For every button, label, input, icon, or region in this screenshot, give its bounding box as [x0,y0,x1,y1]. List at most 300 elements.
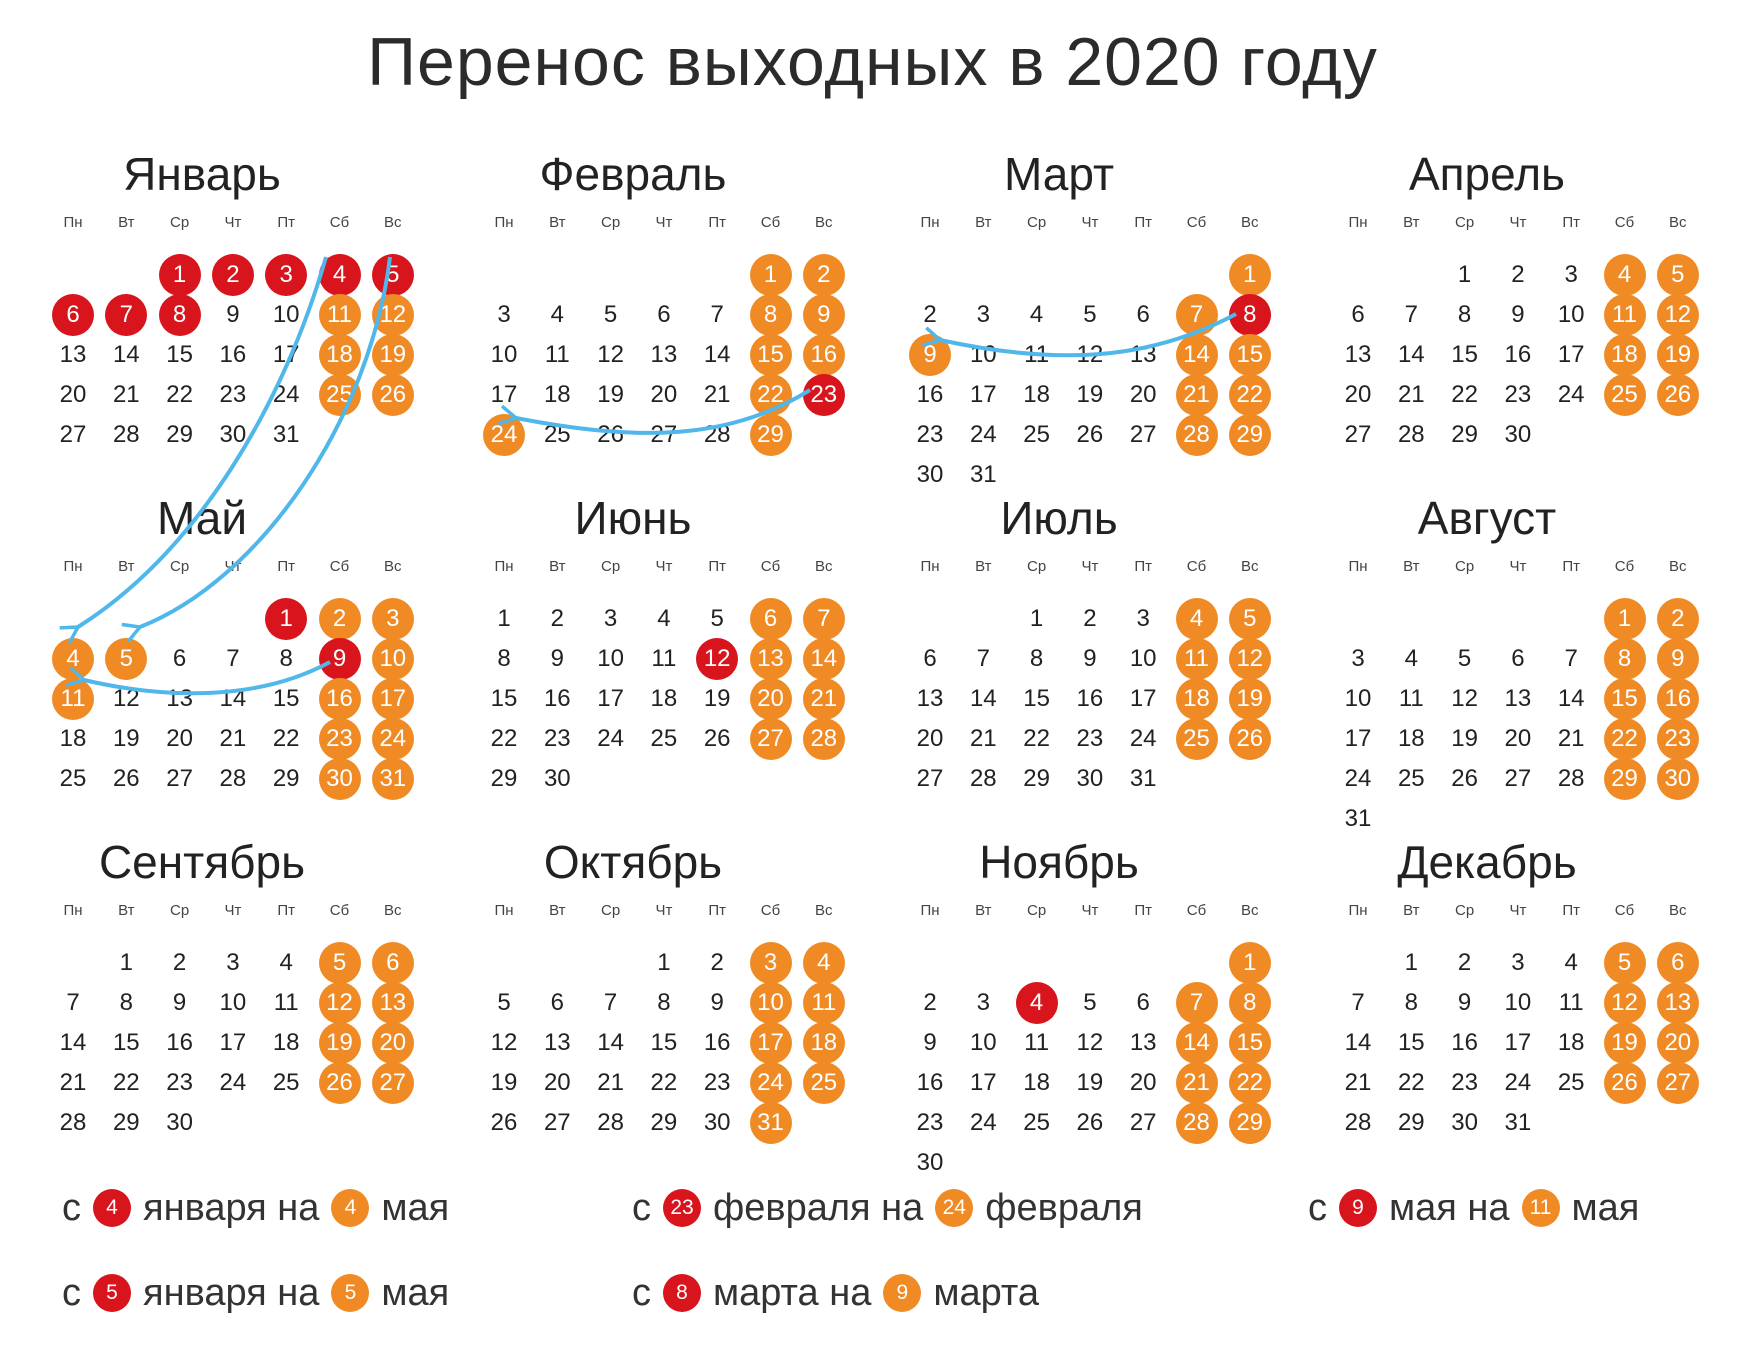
legend-from-text: января на [143,1186,320,1229]
day-cell: 26 [490,1109,518,1136]
day-cell: 8 [497,645,511,672]
weekend-day-cell: 6 [372,942,414,984]
day-cell: 30 [1504,421,1532,448]
day-cell: 11 [1024,1029,1050,1056]
weekday-label: Сб [760,902,781,919]
legend-from-text: марта на [713,1271,872,1314]
weekend-day-cell: 12 [1229,638,1271,680]
day-cell: 24 [969,421,997,448]
weekday-label: Вт [549,558,566,575]
day-cell: 22 [490,725,518,752]
weekend-day-cell: 27 [750,718,792,760]
legend-from-day-badge: 23 [663,1189,701,1227]
day-cell: 30 [916,1149,944,1176]
day-cell: 25 [272,1069,300,1096]
month-name: Декабрь [1397,836,1577,888]
weekend-day-cell: 21 [1176,1062,1218,1104]
day-cell: 30 [916,461,944,488]
day-cell: 7 [1351,989,1365,1016]
day-cell: 28 [597,1109,624,1136]
day-cell: 27 [1129,1109,1157,1136]
day-cell: 7 [66,989,80,1016]
day-cell: 18 [272,1029,300,1056]
day-cell: 15 [1397,1029,1425,1056]
day-cell: 8 [1029,645,1044,672]
day-cell: 30 [703,1109,731,1136]
day-cell: 27 [650,421,678,448]
month-name: Апрель [1408,148,1566,200]
day-cell: 21 [969,725,997,752]
weekday-label: Чт [1081,558,1099,575]
weekend-day-cell: 11 [1176,638,1218,680]
day-cell: 1 [1404,949,1418,976]
holiday-day-cell: 1 [265,598,307,640]
weekday-label: Чт [1081,214,1099,231]
day-cell: 12 [112,685,140,712]
day-cell: 6 [1136,301,1150,328]
day-cell: 17 [597,685,624,712]
weekend-day-cell: 26 [1229,718,1271,760]
weekend-day-cell: 28 [1176,1102,1218,1144]
weekend-day-cell: 19 [319,1022,361,1064]
holiday-day-cell: 5 [372,254,414,296]
day-cell: 1 [657,949,671,976]
day-cell: 24 [969,1109,997,1136]
day-cell: 20 [543,1069,571,1096]
weekday-label: Вс [384,558,402,575]
legend-prefix: с [632,1271,651,1314]
day-cell: 9 [550,645,564,672]
day-cell: 1 [1457,261,1472,288]
weekday-label: Вс [1669,214,1687,231]
day-cell: 3 [976,989,990,1016]
month-2 [483,148,863,478]
day-cell: 12 [597,341,624,368]
weekday-label: Пн [494,214,514,231]
day-cell: 26 [1451,765,1478,792]
legend-to-day-badge: 11 [1522,1189,1560,1227]
day-cell: 23 [1076,725,1104,752]
day-cell: 12 [1076,1029,1104,1056]
weekend-day-cell: 29 [1229,1102,1271,1144]
weekend-day-cell: 17 [372,678,414,720]
weekend-day-cell: 22 [1229,374,1271,416]
weekday-label: Пт [1134,214,1153,231]
weekend-day-cell: 3 [372,598,414,640]
day-cell: 21 [703,381,731,408]
weekend-day-cell: 22 [1229,1062,1271,1104]
day-cell: 4 [1029,301,1044,328]
legend-from-day-badge: 4 [93,1189,131,1227]
weekend-day-cell: 29 [1229,414,1271,456]
holiday-day-cell: 1 [159,254,201,296]
weekend-day-cell: 27 [372,1062,414,1104]
legend-from-day-badge: 9 [1339,1189,1377,1227]
day-cell: 4 [657,605,671,632]
day-cell: 24 [1504,1069,1532,1096]
weekday-label: Пн [63,558,83,575]
weekend-day-cell: 2 [1657,598,1699,640]
weekend-day-cell: 12 [1657,294,1699,336]
weekend-day-cell: 16 [803,334,845,376]
weekday-label: Чт [655,558,673,575]
day-cell: 3 [226,949,240,976]
day-cell: 9 [172,989,187,1016]
day-cell: 4 [1404,645,1418,672]
day-cell: 20 [1344,381,1372,408]
day-cell: 25 [59,765,87,792]
weekend-day-cell: 29 [750,414,792,456]
day-cell: 5 [1083,989,1097,1016]
weekend-day-cell: 3 [750,942,792,984]
day-cell: 18 [1397,725,1425,752]
day-cell: 24 [597,725,624,752]
day-cell: 10 [1504,989,1532,1016]
legend-to-text: мая [1571,1186,1640,1229]
day-cell: 30 [1451,1109,1478,1136]
day-cell: 12 [490,1029,518,1056]
day-cell: 30 [543,765,571,792]
weekend-day-cell: 5 [1657,254,1699,296]
day-cell: 24 [272,381,300,408]
weekday-label: Ср [170,214,190,231]
day-cell: 23 [219,381,247,408]
weekday-label: Пт [277,902,296,919]
day-cell: 24 [1557,381,1585,408]
day-cell: 16 [1451,1029,1478,1056]
legend-from-text: мая на [1389,1186,1510,1229]
day-cell: 14 [1344,1029,1372,1056]
day-cell: 11 [273,989,299,1016]
holiday-day-cell: 4 [1016,982,1058,1024]
weekday-label: Пн [63,214,83,231]
day-cell: 27 [59,421,87,448]
weekday-label: Пт [277,558,296,575]
holiday-day-cell: 2 [212,254,254,296]
weekday-label: Чт [655,902,673,919]
weekend-day-cell: 9 [909,334,951,376]
weekend-day-cell: 22 [1604,718,1646,760]
day-cell: 21 [1397,381,1425,408]
day-cell: 22 [166,381,193,408]
month-4 [1337,148,1717,478]
day-cell: 8 [657,989,671,1016]
weekend-day-cell: 6 [1657,942,1699,984]
day-cell: 26 [112,765,140,792]
legend-prefix: с [62,1186,81,1229]
day-cell: 8 [1457,301,1472,328]
day-cell: 30 [166,1109,193,1136]
day-cell: 23 [166,1069,193,1096]
weekend-day-cell: 30 [319,758,361,800]
day-cell: 2 [550,605,564,632]
day-cell: 4 [550,301,564,328]
weekend-day-cell: 7 [803,598,845,640]
day-cell: 20 [650,381,678,408]
day-cell: 28 [1397,421,1425,448]
weekday-label: Сб [1614,214,1635,231]
weekday-label: Пн [63,902,83,919]
weekday-label: Ср [170,558,190,575]
day-cell: 1 [119,949,133,976]
day-cell: 25 [1023,1109,1050,1136]
weekday-label: Пн [494,902,514,919]
weekend-day-cell: 2 [319,598,361,640]
day-cell: 7 [976,645,990,672]
weekend-day-cell: 6 [750,598,792,640]
weekday-label: Ср [601,558,621,575]
legend-from-day-badge: 8 [663,1274,701,1312]
weekend-day-cell: 9 [803,294,845,336]
day-cell: 20 [916,725,944,752]
weekend-day-cell: 7 [1176,982,1218,1024]
weekday-label: Вс [1241,214,1259,231]
weekday-label: Ср [1027,214,1047,231]
day-cell: 12 [1076,341,1104,368]
legend-from-text: февраля на [713,1186,924,1229]
weekend-day-cell: 4 [1604,254,1646,296]
day-cell: 11 [651,645,677,672]
month-7 [909,492,1289,822]
day-cell: 16 [166,1029,193,1056]
weekend-day-cell: 5 [1229,598,1271,640]
weekday-label: Пт [708,902,727,919]
weekday-label: Пн [1348,902,1368,919]
weekday-label: Ср [1027,902,1047,919]
day-cell: 27 [1344,421,1372,448]
weekday-label: Пт [1134,902,1153,919]
month-5 [52,492,432,822]
weekend-day-cell: 8 [750,294,792,336]
day-cell: 10 [272,301,300,328]
day-cell: 4 [1564,949,1578,976]
weekday-label: Вт [975,902,992,919]
day-cell: 11 [1398,685,1424,712]
weekend-day-cell: 10 [372,638,414,680]
day-cell: 25 [1557,1069,1585,1096]
weekday-label: Чт [1509,214,1527,231]
weekday-label: Чт [1509,558,1527,575]
month-name: Март [1003,148,1115,200]
day-cell: 28 [59,1109,87,1136]
day-cell: 16 [1504,341,1532,368]
legend-transfer-4 [62,1268,449,1318]
weekday-label: Сб [760,214,781,231]
day-cell: 24 [1344,765,1372,792]
weekday-label: Пт [1562,558,1581,575]
weekend-day-cell: 21 [803,678,845,720]
day-cell: 28 [703,421,731,448]
weekday-label: Вт [549,214,566,231]
weekday-label: Сб [329,214,350,231]
legend-to-text: мая [381,1271,450,1314]
day-cell: 20 [1129,381,1157,408]
day-cell: 7 [710,301,724,328]
day-cell: 29 [1023,765,1050,792]
month-1 [52,148,432,478]
weekday-label: Ср [1455,902,1475,919]
day-cell: 10 [1344,685,1372,712]
day-cell: 15 [112,1029,140,1056]
weekday-label: Вс [815,558,833,575]
weekend-day-cell: 30 [1657,758,1699,800]
day-cell: 19 [703,685,731,712]
day-cell: 18 [1023,1069,1050,1096]
month-name: Январь [123,148,281,200]
day-cell: 22 [272,725,300,752]
day-cell: 31 [969,461,997,488]
day-cell: 17 [272,341,300,368]
day-cell: 2 [710,949,724,976]
day-cell: 25 [543,421,571,448]
day-cell: 3 [497,301,511,328]
day-cell: 20 [59,381,87,408]
day-cell: 6 [1351,301,1365,328]
weekday-label: Пт [708,214,727,231]
day-cell: 9 [923,1029,937,1056]
day-cell: 28 [219,765,247,792]
weekend-day-cell: 18 [1176,678,1218,720]
holiday-day-cell: 6 [52,294,94,336]
day-cell: 27 [1504,765,1532,792]
page-title: Перенос выходных в 2020 году [367,24,1378,100]
day-cell: 10 [1129,645,1157,672]
day-cell: 9 [1083,645,1097,672]
day-cell: 15 [1451,341,1478,368]
weekend-day-cell: 25 [803,1062,845,1104]
day-cell: 29 [490,765,518,792]
weekend-day-cell: 15 [1604,678,1646,720]
weekend-day-cell: 31 [750,1102,792,1144]
day-cell: 10 [969,341,997,368]
day-cell: 22 [112,1069,140,1096]
weekday-label: Вт [118,902,135,919]
weekend-day-cell: 15 [750,334,792,376]
weekend-day-cell: 28 [1176,414,1218,456]
day-cell: 27 [166,765,193,792]
month-10 [483,836,863,1166]
weekend-day-cell: 20 [750,678,792,720]
weekday-label: Вт [975,214,992,231]
day-cell: 28 [1557,765,1585,792]
day-cell: 9 [1457,989,1472,1016]
weekday-label: Вт [549,902,566,919]
weekday-label: Ср [1455,558,1475,575]
day-cell: 10 [969,1029,997,1056]
day-cell: 6 [1136,989,1150,1016]
weekend-day-cell: 4 [1176,598,1218,640]
day-cell: 6 [923,645,937,672]
day-cell: 2 [172,949,187,976]
weekday-label: Чт [224,214,242,231]
day-cell: 14 [703,341,731,368]
day-cell: 5 [603,301,618,328]
weekend-day-cell: 28 [803,718,845,760]
day-cell: 21 [219,725,247,752]
weekend-day-cell: 19 [372,334,414,376]
day-cell: 10 [597,645,624,672]
day-cell: 8 [279,645,293,672]
day-cell: 29 [272,765,300,792]
weekend-day-cell: 19 [1604,1022,1646,1064]
day-cell: 10 [490,341,518,368]
day-cell: 31 [1504,1109,1532,1136]
day-cell: 5 [1457,645,1472,672]
holiday-day-cell: 4 [319,254,361,296]
weekday-label: Пт [1134,558,1153,575]
weekday-label: Пт [708,558,727,575]
weekend-day-cell: 4 [803,942,845,984]
month-name: Май [156,492,248,544]
day-cell: 2 [923,301,937,328]
day-cell: 16 [219,341,247,368]
day-cell: 23 [1451,1069,1478,1096]
weekend-day-cell: 16 [319,678,361,720]
day-cell: 14 [1557,685,1585,712]
day-cell: 13 [1344,341,1372,368]
holiday-day-cell: 9 [319,638,361,680]
legend-from-day-badge: 5 [93,1274,131,1312]
holiday-day-cell: 12 [696,638,738,680]
day-cell: 10 [219,989,247,1016]
day-cell: 11 [544,341,570,368]
weekend-day-cell: 20 [1657,1022,1699,1064]
weekday-label: Сб [1186,902,1207,919]
day-cell: 6 [172,645,187,672]
day-cell: 30 [219,421,247,448]
weekend-day-cell: 26 [319,1062,361,1104]
day-cell: 22 [1397,1069,1425,1096]
day-cell: 14 [969,685,997,712]
day-cell: 29 [650,1109,678,1136]
day-cell: 4 [279,949,293,976]
weekday-label: Пт [277,214,296,231]
legend-to-day-badge: 9 [883,1274,921,1312]
day-cell: 19 [597,381,624,408]
weekday-label: Пн [920,902,940,919]
month-3 [909,148,1289,488]
day-cell: 16 [916,1069,944,1096]
day-cell: 6 [657,301,671,328]
weekday-label: Вт [975,558,992,575]
day-cell: 27 [543,1109,571,1136]
weekend-day-cell: 11 [803,982,845,1024]
day-cell: 3 [976,301,990,328]
weekend-day-cell: 8 [1229,982,1271,1024]
weekend-day-cell: 27 [1657,1062,1699,1104]
day-cell: 14 [112,341,140,368]
weekend-day-cell: 19 [1229,678,1271,720]
weekend-day-cell: 26 [1604,1062,1646,1104]
day-cell: 24 [219,1069,247,1096]
day-cell: 2 [1511,261,1525,288]
day-cell: 17 [1557,341,1585,368]
weekend-day-cell: 25 [1604,374,1646,416]
legend-transfer-2 [632,1183,1143,1233]
day-cell: 26 [1076,1109,1104,1136]
day-cell: 20 [166,725,193,752]
day-cell: 1 [497,605,511,632]
weekend-day-cell: 13 [1657,982,1699,1024]
day-cell: 20 [1129,1069,1157,1096]
weekend-day-cell: 21 [1176,374,1218,416]
day-cell: 21 [1344,1069,1372,1096]
weekday-label: Вс [1241,558,1259,575]
weekday-label: Вт [118,558,135,575]
day-cell: 23 [703,1069,731,1096]
weekend-day-cell: 11 [1604,294,1646,336]
day-cell: 21 [59,1069,87,1096]
